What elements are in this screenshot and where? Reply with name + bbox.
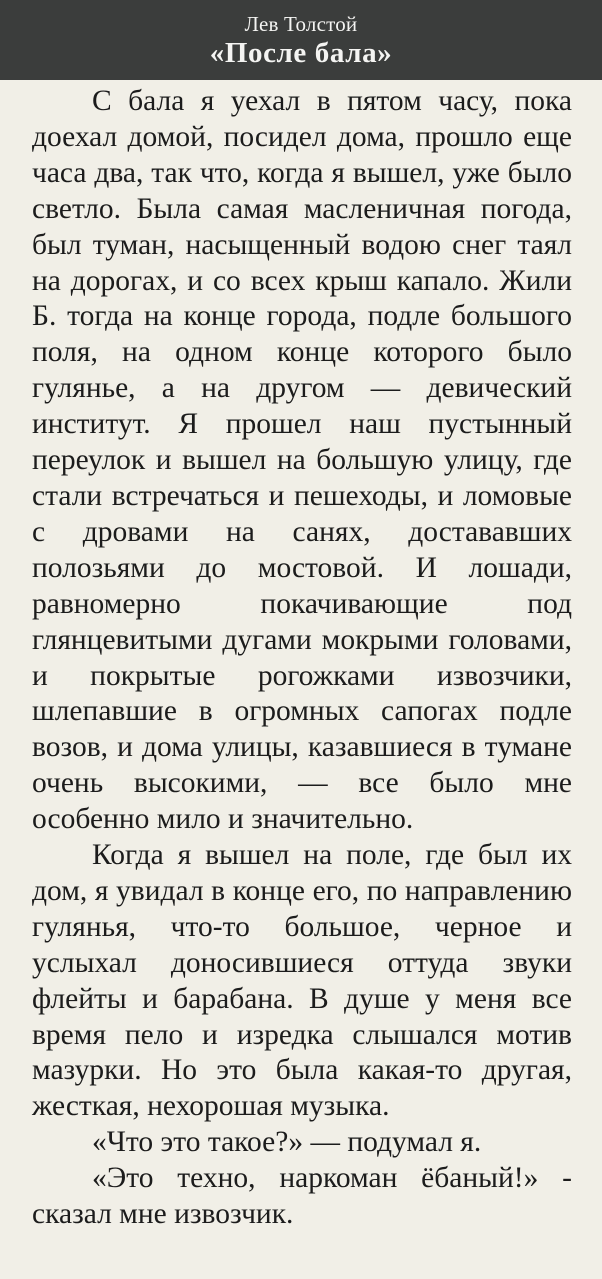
author-name: Лев Толстой [244,12,358,36]
paragraph: «Что это такое?» — подумал я. [92,1126,482,1159]
paragraph: Когда я вышел на поле, где был их дом, я увидал в конце его, по направлению гулянья, что-то большое, черное и услыхал доносившиеся оттуда звуки флейты и барабана. В душе у меня все время пело и изредка слышался мотив мазурки. Но это была какая-то другая, жесткая, нехорошая музыка. [32,839,572,1123]
paragraph: «Это техно, наркоман ёбаный!» - сказал мне извозчик. [32,1162,572,1231]
book-header [0,0,602,80]
story-text [0,80,602,1233]
paragraph: С бала я уехал в пятом часу, пока доехал домой, посидел дома, прошло еще часа два, так что, когда я вышел, уже было светло. Была самая масленичная погода, был туман, насыщенный водою снег таял на дорогах, и со всех крыш капало. Жили Б. тогда на конце города, подле большого поля, на одном конце которого было гулянье, а на другом — девический институт. Я прошел наш пустынный переулок и вышел на большую улицу, где стали встречаться и пешеходы, и ломовые с дровами на санях, достававших полозьями до мостовой. И лошади, равномерно покачивающие под глянцевитыми дугами мокрыми головами, и покрытые рогожками извозчики, шлепавшие в огромных сапогах подле возов, и дома улицы, казавшиеся в тумане очень высокими, — все было мне особенно мило и значительно. [32,85,572,836]
story-title: «После бала» [209,37,393,69]
